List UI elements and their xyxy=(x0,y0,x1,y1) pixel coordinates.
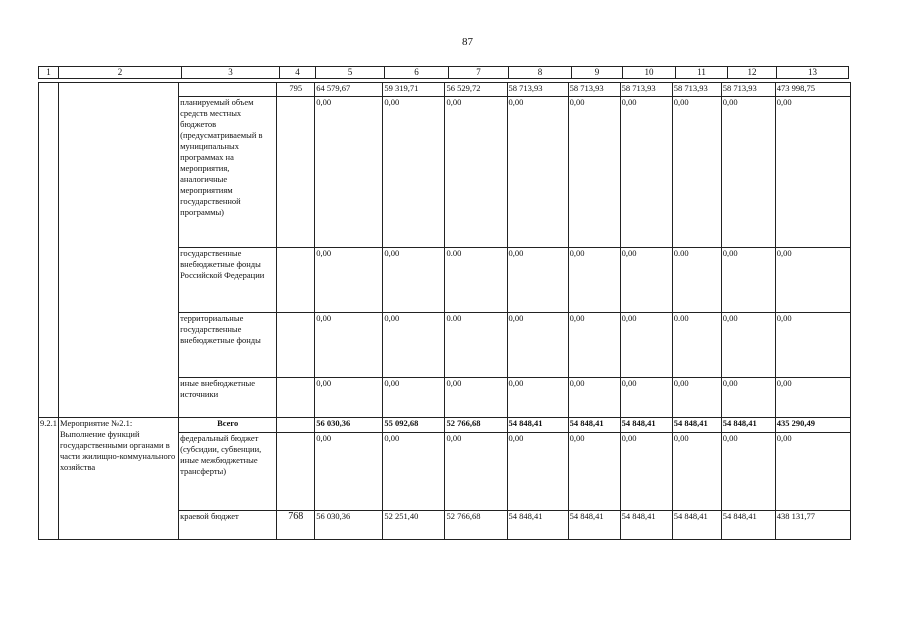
cell-value: 0,00 xyxy=(383,248,445,313)
cell-value: 0,00 xyxy=(383,313,445,378)
cell-number-empty xyxy=(39,83,59,418)
cell-value: 0,00 xyxy=(775,433,850,511)
cell-value: 0,00 xyxy=(383,378,445,418)
column-header: 10 xyxy=(623,67,676,79)
cell-value: 54 848,41 xyxy=(672,418,721,433)
cell-value: 52 251,40 xyxy=(383,511,445,540)
cell-value: 0,00 xyxy=(672,378,721,418)
cell-code-empty xyxy=(277,97,315,248)
cell-value: 0,00 xyxy=(775,97,850,248)
table-row-total xyxy=(39,418,851,433)
cell-value: 0.00 xyxy=(672,313,721,378)
cell-value: 54 848,41 xyxy=(507,511,568,540)
cell-value: 0.00 xyxy=(445,248,507,313)
cell-value: 473 998,75 xyxy=(775,83,850,97)
cell-value: 58 713,93 xyxy=(507,83,568,97)
cell-value: 0,00 xyxy=(568,248,620,313)
cell-code: 795 xyxy=(277,83,315,97)
cell-value: 0,00 xyxy=(445,97,507,248)
cell-value: 0,00 xyxy=(315,433,383,511)
cell-value: 0,00 xyxy=(315,248,383,313)
cell-value: 0,00 xyxy=(383,433,445,511)
cell-value: 0,00 xyxy=(620,97,672,248)
cell-value: 58 713,93 xyxy=(721,83,775,97)
cell-value: 0,00 xyxy=(721,313,775,378)
cell-value: 0,00 xyxy=(721,433,775,511)
cell-value: 54 848,41 xyxy=(721,418,775,433)
cell-value: 54 848,41 xyxy=(568,418,620,433)
column-header: 13 xyxy=(777,67,849,79)
cell-value: 56 529,72 xyxy=(445,83,507,97)
cell-value: 0,00 xyxy=(507,433,568,511)
cell-value: 0,00 xyxy=(620,378,672,418)
column-header: 5 xyxy=(316,67,385,79)
column-header: 4 xyxy=(280,67,316,79)
table-row xyxy=(39,83,851,97)
column-header: 9 xyxy=(572,67,623,79)
cell-value: 55 092,68 xyxy=(383,418,445,433)
cell-source: государственные внебюджетные фонды Российской Федерации xyxy=(179,248,277,313)
cell-value: 0,00 xyxy=(620,433,672,511)
cell-value: 0,00 xyxy=(775,313,850,378)
page-number: 87 xyxy=(462,36,473,48)
cell-value: 0,00 xyxy=(568,378,620,418)
cell-source-empty xyxy=(179,83,277,97)
cell-value: 0,00 xyxy=(507,97,568,248)
cell-value: 0.00 xyxy=(445,313,507,378)
cell-value: 438 131,77 xyxy=(775,511,850,540)
cell-value: 54 848,41 xyxy=(620,511,672,540)
cell-value: 54 848,41 xyxy=(672,511,721,540)
cell-value: 0,00 xyxy=(568,433,620,511)
cell-source: планируемый объем средств местных бюджетов (предусматриваемый в муниципальных программах на мероприятия, аналогичные мероприятиям государственной программы) xyxy=(179,97,277,248)
cell-value: 58 713,93 xyxy=(620,83,672,97)
cell-value: 0,00 xyxy=(383,97,445,248)
budget-table xyxy=(38,82,851,540)
cell-value: 56 030,36 xyxy=(315,418,383,433)
cell-value: 52 766,68 xyxy=(445,418,507,433)
column-header: 11 xyxy=(676,67,728,79)
cell-value: 0,00 xyxy=(445,433,507,511)
cell-code-empty xyxy=(277,378,315,418)
cell-value: 54 848,41 xyxy=(568,511,620,540)
cell-value: 0,00 xyxy=(315,378,383,418)
cell-value: 0,00 xyxy=(507,313,568,378)
column-header: 3 xyxy=(182,67,280,79)
measure-number: 9.2.1 xyxy=(39,418,59,540)
cell-source: краевой бюджет xyxy=(179,511,277,540)
cell-value: 54 848,41 xyxy=(721,511,775,540)
cell-value: 0,00 xyxy=(507,248,568,313)
cell-value: 0,00 xyxy=(775,248,850,313)
cell-value: 0,00 xyxy=(672,97,721,248)
cell-value: 0,00 xyxy=(775,378,850,418)
cell-value: 64 579,67 xyxy=(315,83,383,97)
cell-value: 58 713,93 xyxy=(568,83,620,97)
cell-name-empty xyxy=(59,83,179,418)
measure-name: Мероприятие №2.1: Выполнение функций государственными органами в части жилищно-коммунального хозяйства xyxy=(59,418,179,540)
cell-value: 59 319,71 xyxy=(383,83,445,97)
column-header: 8 xyxy=(509,67,572,79)
cell-source: территориальные государственные внебюджетные фонды xyxy=(179,313,277,378)
total-label: Всего xyxy=(179,418,277,433)
cell-value: 0,00 xyxy=(568,97,620,248)
column-header: 12 xyxy=(728,67,777,79)
cell-value: 54 848,41 xyxy=(507,418,568,433)
column-header-row xyxy=(39,67,849,79)
column-header: 7 xyxy=(449,67,509,79)
cell-value: 0,00 xyxy=(672,433,721,511)
cell-value: 435 290,49 xyxy=(775,418,850,433)
cell-value: 0,00 xyxy=(507,378,568,418)
cell-code-empty xyxy=(277,433,315,511)
column-header: 1 xyxy=(39,67,59,79)
cell-value: 0,00 xyxy=(721,97,775,248)
cell-code: 768 xyxy=(277,511,315,540)
column-header-table xyxy=(38,66,849,79)
cell-value: 0,00 xyxy=(315,97,383,248)
cell-value: 0,00 xyxy=(620,248,672,313)
cell-value: 58 713,93 xyxy=(672,83,721,97)
cell-value: 56 030,36 xyxy=(315,511,383,540)
cell-value: 0,00 xyxy=(568,313,620,378)
cell-value: 0.00 xyxy=(672,248,721,313)
cell-source: иные внебюджетные источники xyxy=(179,378,277,418)
cell-value: 0,00 xyxy=(721,378,775,418)
cell-value: 0,00 xyxy=(620,313,672,378)
cell-code-empty xyxy=(277,313,315,378)
cell-source: федеральный бюджет (субсидии, субвенции, иные межбюджетные трансферты) xyxy=(179,433,277,511)
cell-value: 52 766,68 xyxy=(445,511,507,540)
cell-value: 0,00 xyxy=(721,248,775,313)
column-header: 2 xyxy=(59,67,182,79)
cell-code-empty xyxy=(277,248,315,313)
column-header: 6 xyxy=(385,67,449,79)
cell-value: 54 848,41 xyxy=(620,418,672,433)
cell-code-empty xyxy=(277,418,315,433)
cell-value: 0,00 xyxy=(315,313,383,378)
cell-value: 0,00 xyxy=(445,378,507,418)
